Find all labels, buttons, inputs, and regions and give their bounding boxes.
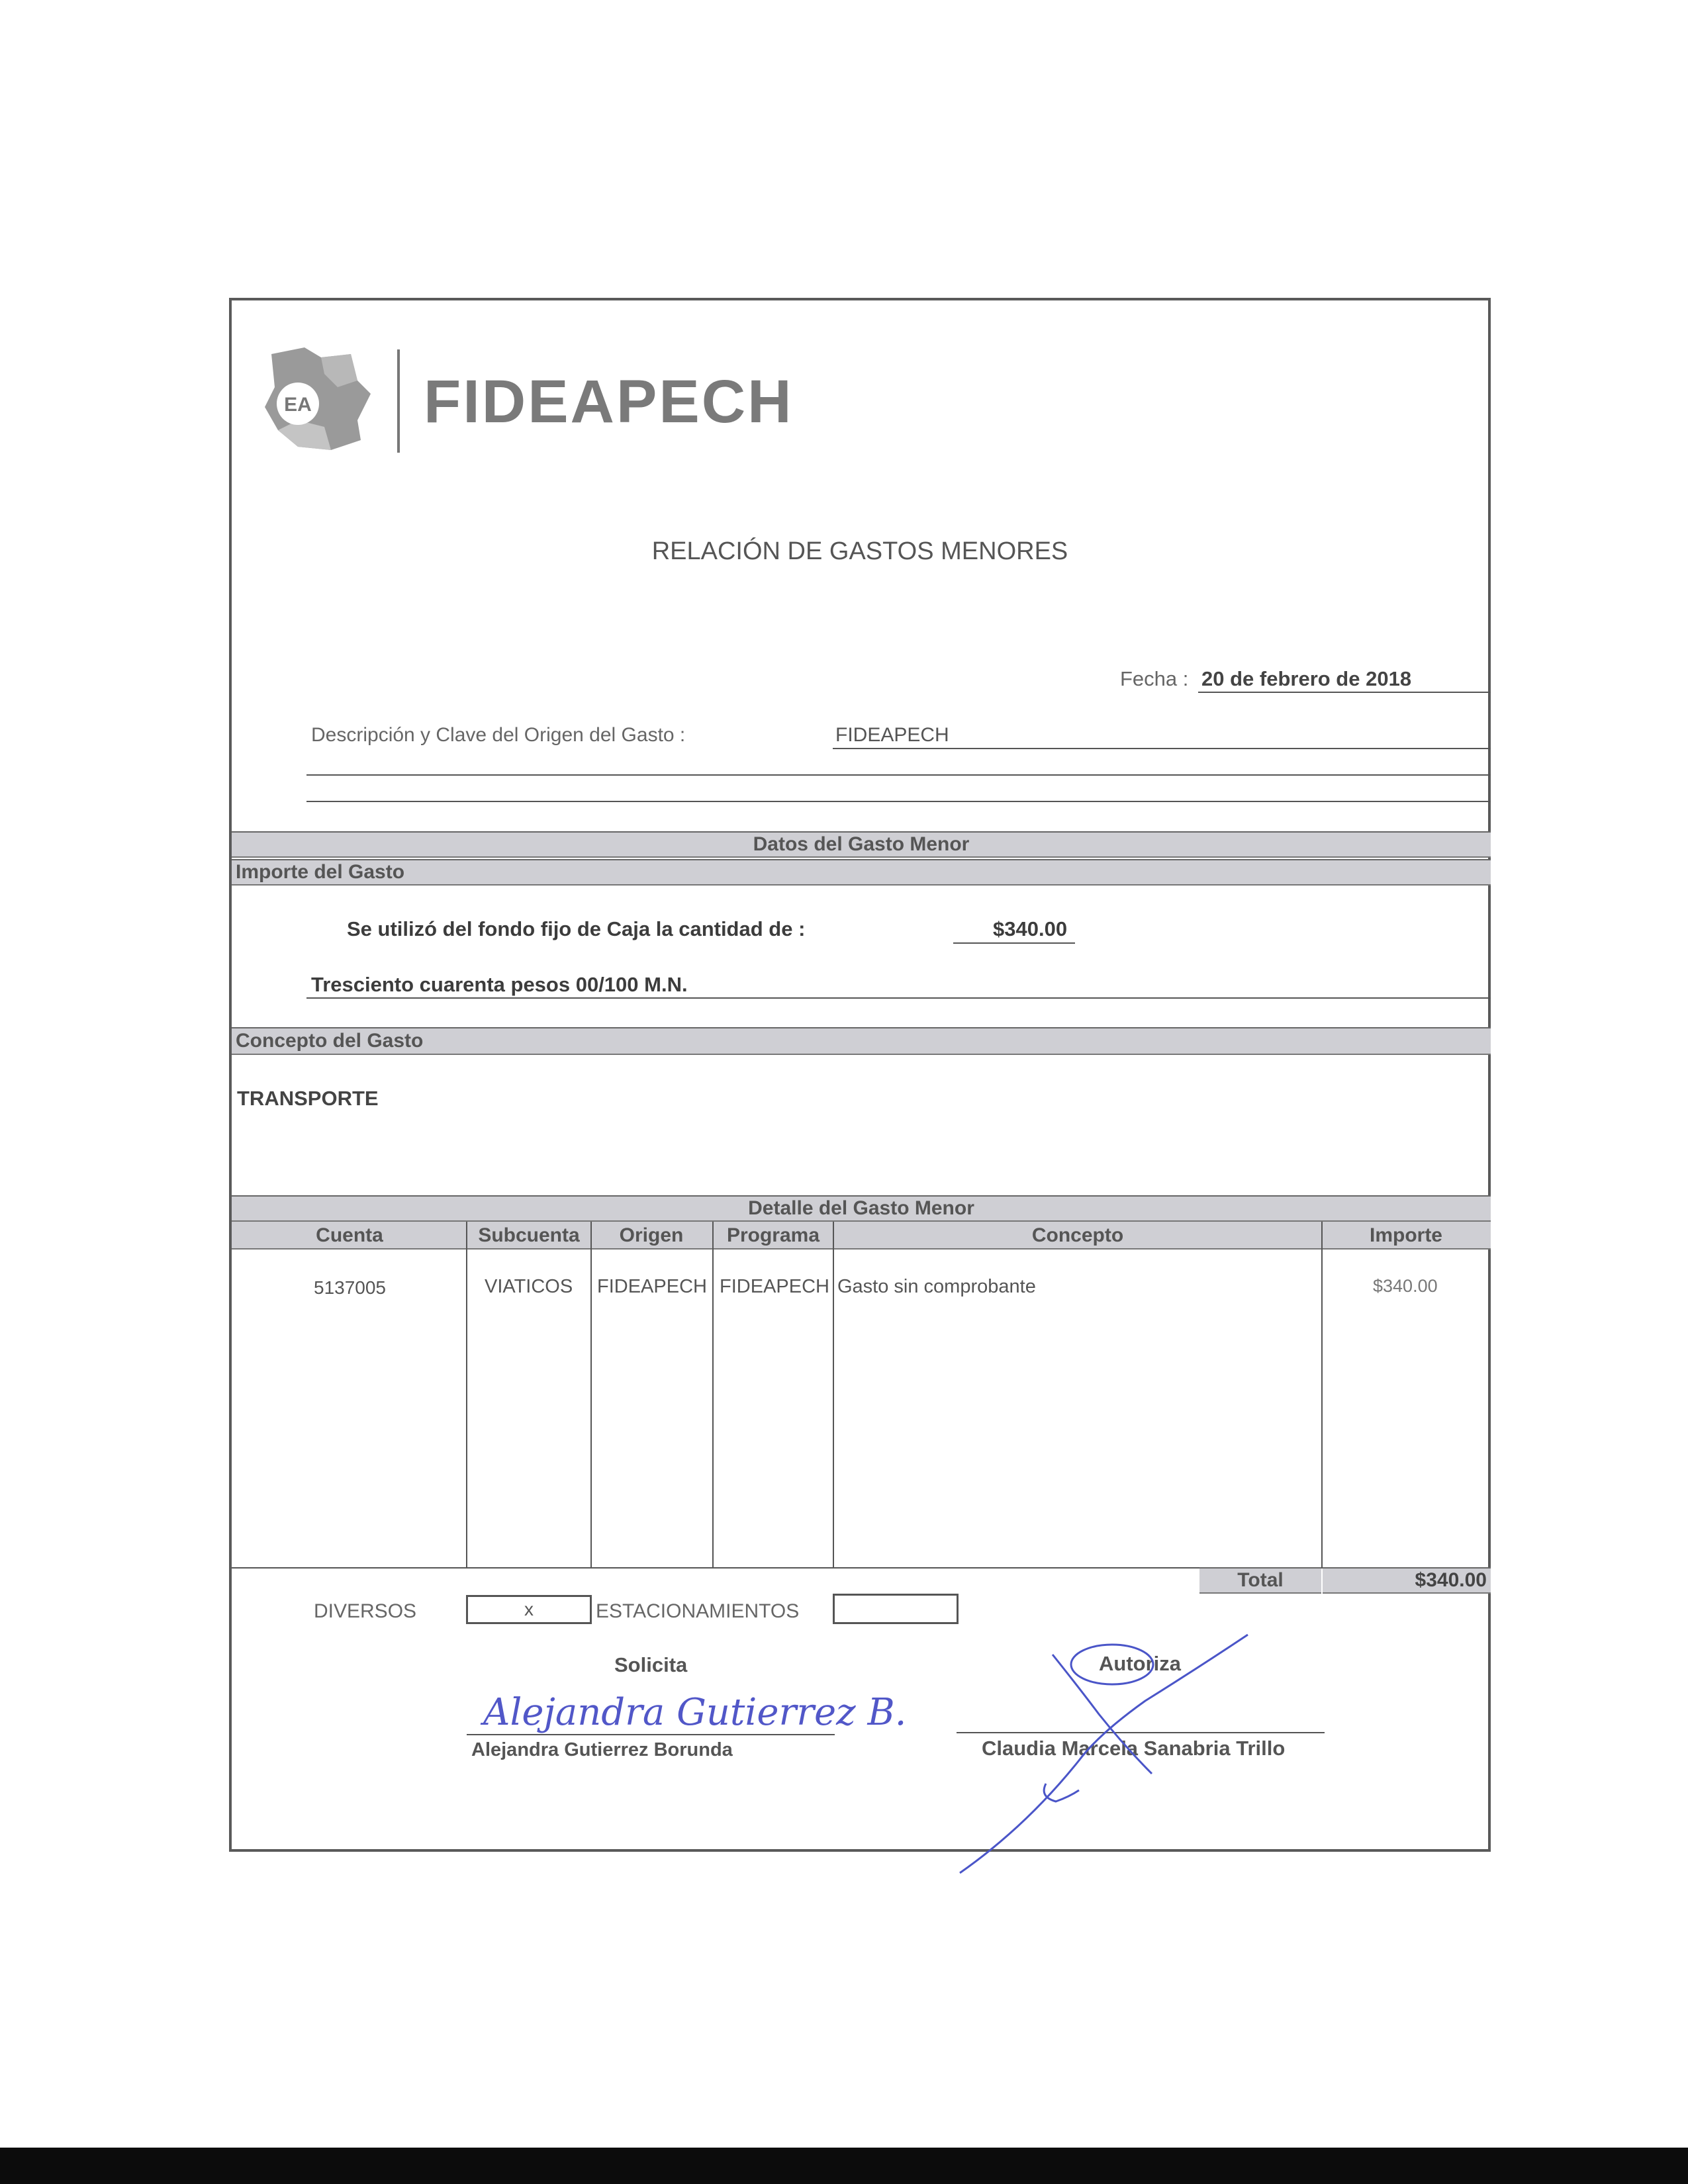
datos-band: Datos del Gasto Menor [232,831,1491,858]
cell-subcuenta: VIATICOS [485,1276,573,1297]
solicita-line [467,1734,835,1735]
col-header-subcuenta: Subcuenta [478,1224,580,1246]
estacionamientos-checkbox[interactable] [833,1594,959,1624]
col-header-importe: Importe [1369,1224,1442,1246]
col-divider-4 [833,1222,834,1567]
solicita-name: Alejandra Gutierrez Borunda [471,1739,733,1760]
org-name: FIDEAPECH [424,368,794,435]
blank-line-1 [306,774,1491,776]
origen-value: FIDEAPECH [835,724,949,746]
amount-words: Tresciento cuarenta pesos 00/100 M.N. [311,973,688,996]
concepto-value: TRANSPORTE [237,1087,379,1110]
origen-label: Descripción y Clave del Origen del Gasto : [311,724,686,746]
fecha-underline [1198,692,1491,693]
amount-words-underline [306,997,1491,999]
fecha-label: Fecha : [1120,667,1189,690]
col-header-programa: Programa [726,1224,820,1246]
autoriza-name: Claudia Marcela Sanabria Trillo [982,1737,1286,1760]
diversos-checkbox[interactable]: x [466,1595,592,1624]
col-header-cuenta: Cuenta [316,1224,383,1246]
cell-origen: FIDEAPECH [597,1276,707,1297]
cell-cuenta: 5137005 [314,1277,387,1298]
autoriza-signature-icon [947,1628,1264,1880]
col-divider-3 [712,1222,714,1567]
origen-underline [833,748,1491,749]
estacionamientos-label: ESTACIONAMIENTOS [596,1600,800,1622]
svg-text:EA: EA [284,394,312,416]
solicita-label: Solicita [614,1653,688,1676]
importe-band: Importe del Gasto [232,859,1491,886]
fecha-value: 20 de febrero de 2018 [1201,667,1412,690]
cell-concepto: Gasto sin comprobante [837,1276,1036,1297]
diversos-label: DIVERSOS [314,1600,417,1622]
col-divider-5 [1321,1222,1323,1567]
total-label: Total [1199,1567,1321,1594]
col-divider-2 [590,1222,592,1567]
autoriza-label: Autoriza [1099,1652,1181,1675]
col-header-origen: Origen [619,1224,684,1246]
total-value: $340.00 [1323,1567,1491,1594]
scan-bottom-edge [0,2148,1688,2184]
page-title: RELACIÓN DE GASTOS MENORES [651,537,1068,565]
fondo-amount: $340.00 [993,917,1068,940]
blank-line-2 [306,801,1491,802]
solicita-signature: Alejandra Gutierrez B. [483,1691,907,1734]
detalle-band: Detalle del Gasto Menor [232,1195,1491,1222]
col-header-concepto: Concepto [1031,1224,1124,1246]
concepto-band: Concepto del Gasto [232,1027,1491,1055]
cell-programa: FIDEAPECH [720,1276,829,1297]
logo-divider [397,349,400,453]
amount-underline [953,942,1075,944]
cell-importe: $340.00 [1373,1276,1438,1296]
fideapech-logo-icon [258,341,377,460]
col-divider-1 [466,1222,467,1567]
fondo-text: Se utilizó del fondo fijo de Caja la cantidad de : [347,917,806,940]
